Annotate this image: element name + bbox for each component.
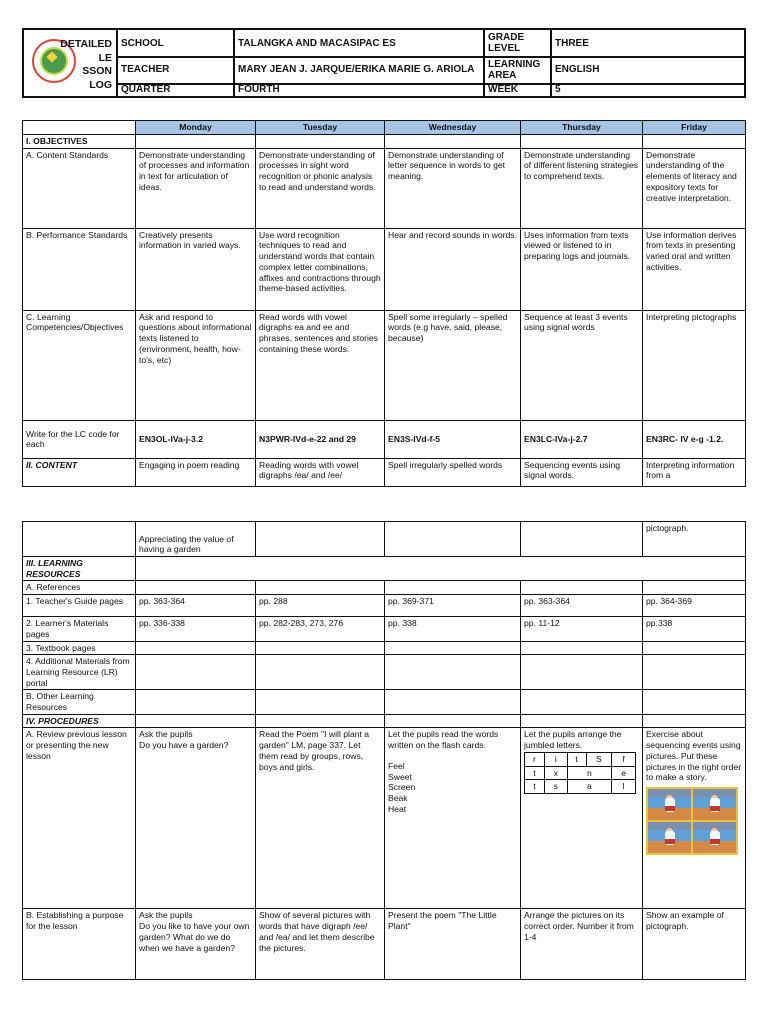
procedures-heading-row [23,714,746,728]
cell-wednesday: Spell some irregularly – spelled words (e.g have, said, please, because) [385,310,521,420]
references-row [23,581,746,595]
cell-wednesday [385,522,521,557]
cell-tuesday [256,522,385,557]
day-wednesday: Wednesday [385,121,521,135]
header-logo-area [24,30,116,96]
flash-card-instruction: Let the pupils read the words written on the flash cards. [388,729,499,751]
jumble-letter: f [612,752,636,766]
learning-resources-heading: III. LEARNING RESOURCES [23,557,136,581]
jumble-letter: a [567,780,612,794]
row-label: 2. Learner's Materials pages [23,617,136,641]
quarter-label: QUARTER [116,83,233,96]
jumble-letter: l [612,780,636,794]
cell-tuesday: Use word recognition techniques to read and understand words that contain complex letter combinations, affixes and contractions through theme-based activities. [256,228,385,310]
cell-tuesday: Demonstrate understanding of processes in sight word recognition or phonic analysis to read and understand words. [256,148,385,228]
cell-friday [643,655,746,690]
cell-friday [643,641,746,655]
cell-monday: EN3OL-IVa-j-3.2 [136,420,256,458]
jumbled-letters-table [524,752,636,794]
cell-thursday: Arrange the pictures on its correct order. Number it from 1-4 [521,909,643,980]
lc-code-row [23,420,746,458]
cell-wednesday [385,655,521,690]
header-grid [116,30,744,96]
cell-wednesday: Spell irregularly spelled words [385,458,521,486]
cell-thursday [521,690,643,714]
cell-tuesday: N3PWR-IVd-e-22 and 29 [256,420,385,458]
day-monday: Monday [136,121,256,135]
learning-area-value: ENGLISH [550,56,744,83]
cell-monday [136,690,256,714]
cell-wednesday: Hear and record sounds in words. [385,228,521,310]
day-thursday: Thursday [521,121,643,135]
table-row [23,148,746,228]
cell-thursday: Demonstrate understanding of different listening strategies to comprehend texts. [521,148,643,228]
references-label: A. References [23,581,136,595]
cell-monday: Ask the pupils Do you have a garden? [136,728,256,909]
cell-thursday: Sequence at least 3 events using signal words [521,310,643,420]
cell-monday [136,655,256,690]
school-value: TALANGKA AND MACASIPAC ES [233,30,483,56]
cell-tuesday [256,655,385,690]
row-label: 3. Textbook pages [23,641,136,655]
cell-friday [643,728,746,909]
jumble-instruction: Let the pupils arrange the jumbled letters. [524,729,622,751]
flash-card-word: Sweet [388,771,412,782]
cell-monday: pp. 336-338 [136,617,256,641]
objectives-table [22,120,746,487]
flash-card-word: Heat [388,803,407,814]
cell-wednesday [385,690,521,714]
runner-picture-2 [693,789,736,820]
table-row [23,641,746,655]
flash-card-word: Feel [388,760,405,771]
jumble-letter: x [544,766,567,780]
cell-thursday [521,641,643,655]
row-label: B. Establishing a purpose for the lesson [23,909,136,980]
cell-monday: pp. 363-364 [136,595,256,617]
cell-wednesday: Present the poem "The Little Plant" [385,909,521,980]
day-friday: Friday [643,121,746,135]
header-row-school [116,30,744,58]
content-heading: II. CONTENT [23,458,136,486]
week-label: WEEK [483,83,550,96]
week-value: 5 [550,83,744,96]
cell-thursday [521,522,643,557]
table-row [23,655,746,690]
runner-picture-3 [648,822,691,853]
cell-friday: pp. 364-369 [643,595,746,617]
resources-procedures-table [22,521,746,980]
cell-wednesday: Demonstrate understanding of letter sequence in words to get meaning. [385,148,521,228]
cell-friday [643,690,746,714]
purpose-row [23,909,746,980]
teacher-label: TEACHER [116,56,233,83]
cell-friday: pictograph. [643,522,746,557]
dll-header [22,28,746,98]
cell-friday: Use information derives from texts in presenting varied oral and written activities. [643,228,746,310]
jumble-letter: i [544,752,567,766]
table-row [23,617,746,641]
cell-wednesday: pp. 338 [385,617,521,641]
cell-monday: Appreciating the value of having a garden [136,522,256,557]
cell-tuesday: pp. 282-283, 273, 276 [256,617,385,641]
teacher-value: MARY JEAN J. JARQUE/ERIKA MARIE G. ARIOLA [233,56,483,83]
flash-card-word: Beak [388,792,408,803]
cell-thursday: EN3LC-IVa-j-2.7 [521,420,643,458]
day-tuesday: Tuesday [256,121,385,135]
row-label: 4. Additional Materials from Learning Resource (LR) portal [23,655,136,690]
row-label: B. Other Learning Resources [23,690,136,714]
cell-thursday: Sequencing events using signal words. [521,458,643,486]
jumble-letter: t [525,780,545,794]
cell-monday: Engaging in poem reading [136,458,256,486]
row-label: B. Performance Standards [23,228,136,310]
dll-title: DETAILED LE SSON LOG [60,38,112,91]
cell-thursday [521,728,643,909]
cell-wednesday: EN3S-IVd-f-5 [385,420,521,458]
table-row [23,228,746,310]
cell-tuesday: Read the Poem "I will plant a garden" LM, page 337. Let them read by groups, rows, boys and girls. [256,728,385,909]
jumble-letter: t [525,766,545,780]
cell-thursday: Uses information from texts viewed or listened to in preparing logs and journals. [521,228,643,310]
cell-monday: Demonstrate understanding of processes and information in text for articulation of ideas. [136,148,256,228]
sequencing-instruction: Exercise about sequencing events using pictures. Put these pictures in the right order to make a story. [646,729,742,783]
table-row [23,310,746,420]
runner-picture-1 [648,789,691,820]
content-continued-row [23,522,746,557]
cell-monday: Ask and respond to questions about informational texts listened to (environment, health, how-to's, etc) [136,310,256,420]
jumble-letter: s [544,780,567,794]
cell-tuesday: Show of several pictures with words that have digraph /ee/ and /ea/ and let them describe the pictures. [256,909,385,980]
cell-thursday: pp. 11-12 [521,617,643,641]
content-row [23,458,746,486]
cell-thursday [521,655,643,690]
cell-monday [136,641,256,655]
cell-wednesday [385,728,521,909]
jumble-letter: e [612,766,636,780]
row-label: 1. Teacher's Guide pages [23,595,136,617]
cell-thursday: pp. 363-364 [521,595,643,617]
procedures-heading: IV. PROCEDURES [23,714,136,728]
day-header-row [23,121,746,135]
cell-tuesday [256,690,385,714]
cell-friday: Interpreting information from a [643,458,746,486]
cell-monday: Creatively presents information in varied ways. [136,228,256,310]
cell-wednesday: pp. 369-371 [385,595,521,617]
objectives-heading: I. OBJECTIVES [23,135,136,149]
jumble-letter: r [525,752,545,766]
corner-cell [23,121,136,135]
cell-friday: Demonstrate understanding of the elements of literacy and expository texts for creative interpretation. [643,148,746,228]
jumble-letter: S [586,752,612,766]
row-label: A. Review previous lesson or presenting the new lesson [23,728,136,909]
header-row-teacher [116,56,744,85]
jumble-letter: n [567,766,612,780]
cell-tuesday [256,641,385,655]
table-row [23,595,746,617]
cell-friday: Show an example of pictograph. [643,909,746,980]
row-label: Write for the LC code for each [23,420,136,458]
school-label: SCHOOL [116,30,233,56]
learning-resources-heading-row [23,557,746,581]
runner-picture-4 [693,822,736,853]
objectives-heading-row [23,135,746,149]
cell-wednesday [385,641,521,655]
quarter-value: FOURTH [233,83,483,96]
row-label: A. Content Standards [23,148,136,228]
cell-tuesday: Reading words with vowel digraphs /ea/ and /ee/ [256,458,385,486]
table-row [23,690,746,714]
grade-level-value: THREE [550,30,744,56]
cont-label [23,522,136,557]
cell-friday: pp.338 [643,617,746,641]
cell-monday: Ask the pupils Do you like to have your own garden? What do we do when we have a garden? [136,909,256,980]
jumble-letter: t [567,752,586,766]
header-row-quarter [116,83,744,96]
row-label: C. Learning Competencies/Objectives [23,310,136,420]
review-row [23,728,746,909]
sequence-pictures [646,787,738,855]
flash-card-word: Screen [388,782,416,793]
cell-tuesday: Read words with vowel digraphs ea and ee and phrases, sentences and stories containing these words. [256,310,385,420]
learning-area-label: LEARNING AREA [483,56,550,83]
cell-friday: EN3RC- IV e-g -1.2. [643,420,746,458]
cell-tuesday: pp. 288 [256,595,385,617]
cell-friday: Interpreting pictographs [643,310,746,420]
grade-level-label: GRADE LEVEL [483,30,550,56]
